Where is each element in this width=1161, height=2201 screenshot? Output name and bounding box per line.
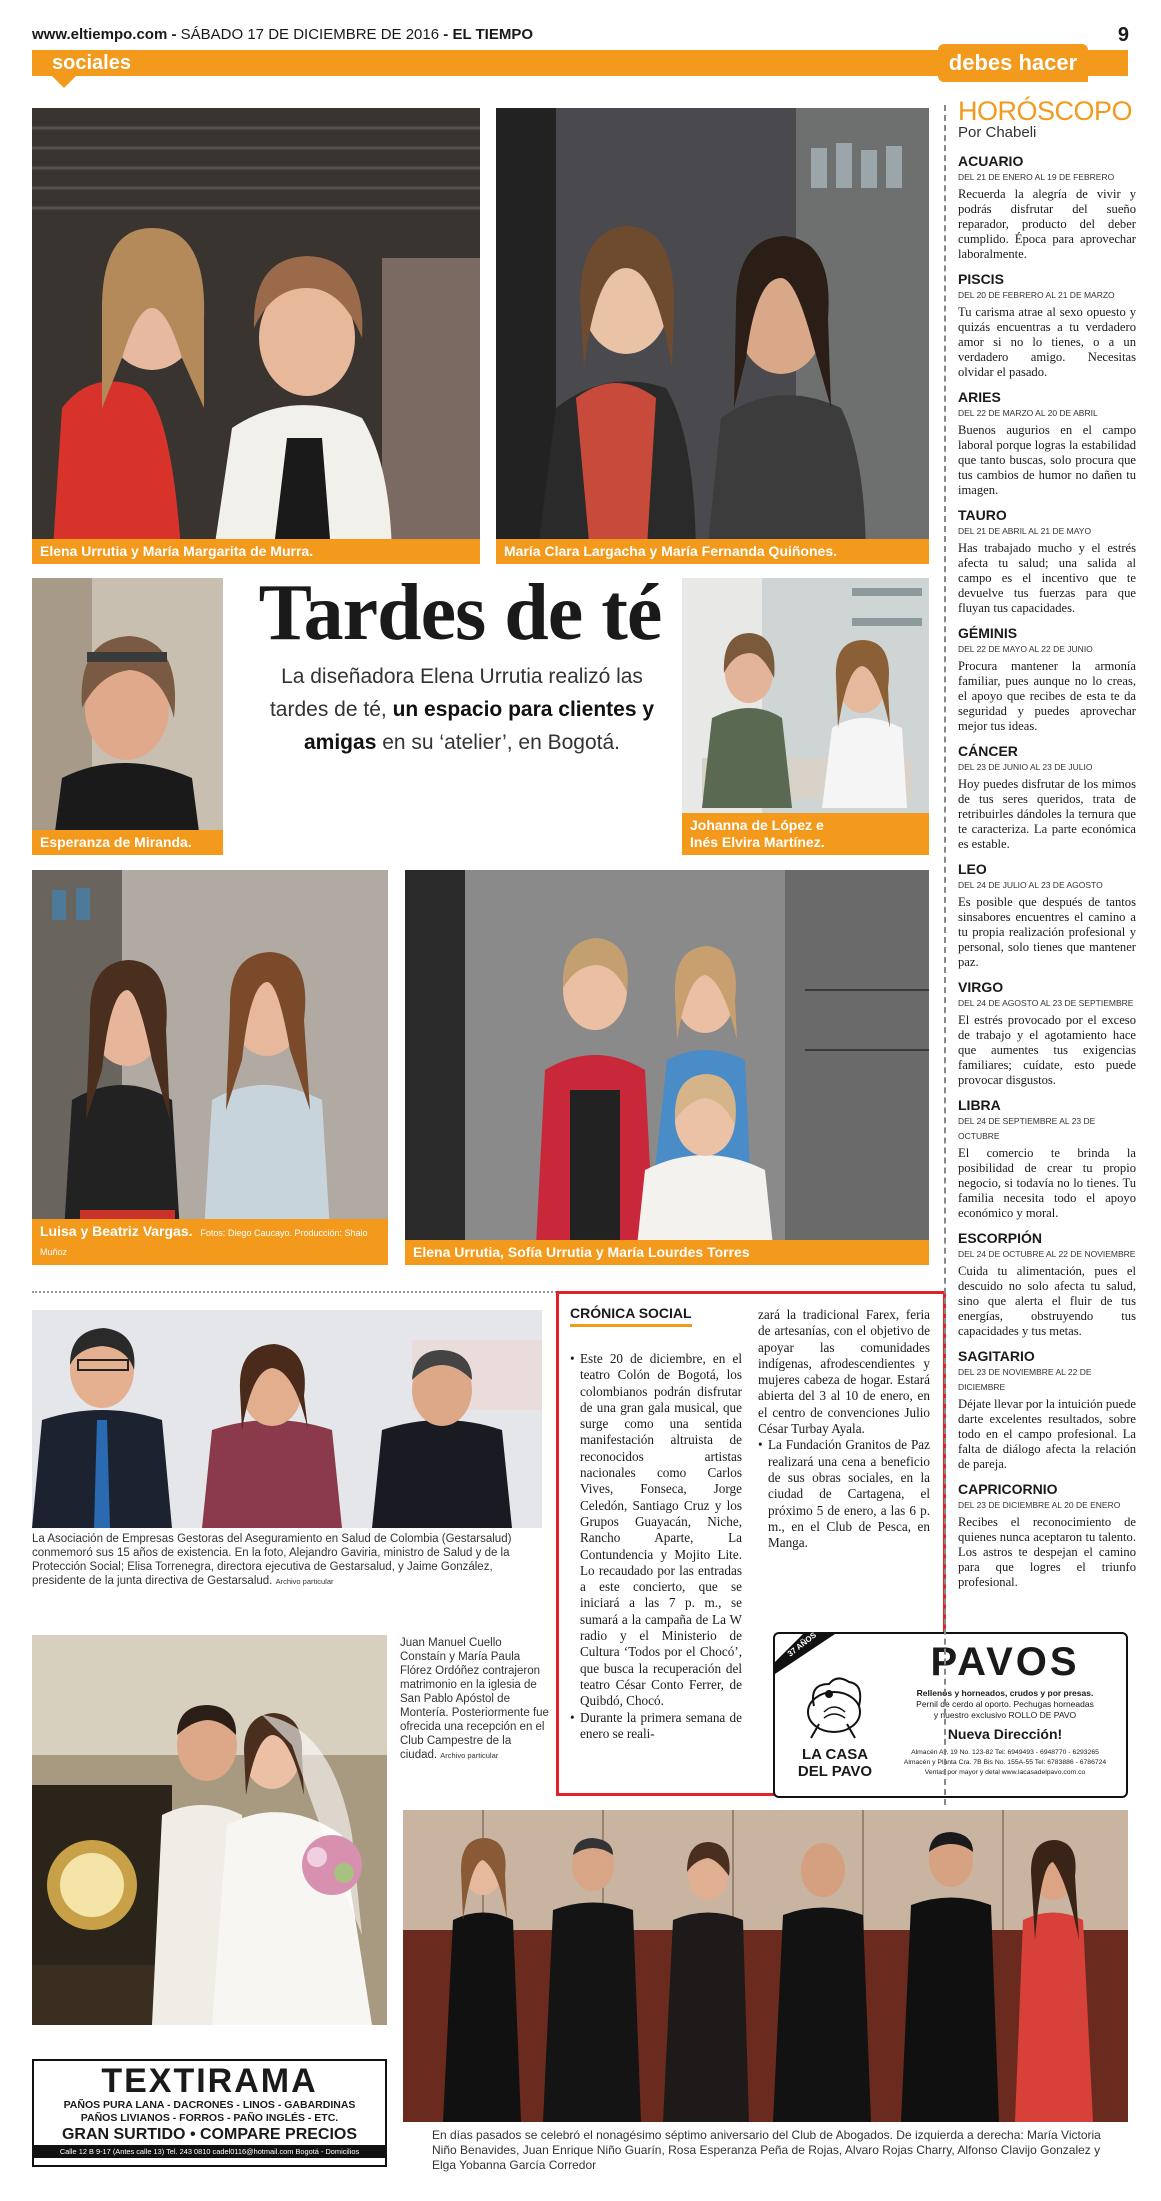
- horoscope-sign: LEO DEL 24 DE JULIO AL 23 DE AGOSTO Es posible que después de tantos sinsabores encuentres el camino a tu propia realización profesional y personal, solo tienes que mantener paz.: [958, 861, 1136, 969]
- site-url: www.eltiempo.com: [32, 26, 168, 43]
- photo-image: [32, 108, 480, 564]
- page-header-line: www.eltiempo.com - SÁBADO 17 DE DICIEMBRE DE 2016 - EL TIEMPO: [32, 26, 534, 43]
- photo-image: [32, 578, 223, 855]
- horoscope-sign: LIBRA DEL 24 DE SEPTIEMBRE AL 23 DE OCTUBRE El comercio te brinda la posibilidad de crear tu propio negocio, si todavía no lo tienes. Tu familia necesita todo el apoyo económico y moral.: [958, 1097, 1136, 1220]
- deck-bold: un espacio para clientes y amigas: [304, 698, 655, 754]
- ad-title: TEXTIRAMA: [101, 2062, 318, 2100]
- caption-text: Juan Manuel Cuello Constaín y María Paula Flórez Ordóñez contrajeron matrimonio en la iglesia de San Pablo Apóstol de Montería. Posteriormente fue ofrecida una recepción en el Club Campestre de la ciudad.: [400, 1637, 549, 1761]
- photo-largacha-quinones: [496, 108, 929, 564]
- ad-line: PAÑOS LIVIANOS - FORROS - PAÑO INGLÉS - ETC.: [80, 2112, 339, 2124]
- photo-luisa-beatriz-vargas: [32, 870, 388, 1265]
- caption-line: Inés Elvira Martínez.: [690, 834, 825, 850]
- ad-badge: 37 AÑOS: [785, 1630, 819, 1659]
- horoscope-sign: CÁNCER DEL 23 DE JUNIO AL 23 DE JULIO Hoy puedes disfrutar de los mimos de tus seres queridos, trata de retribuirles dándoles la ternura que te caracteriza. La parte económica es estable.: [958, 743, 1136, 851]
- deck-text: La diseñadora Elena Urrutia realizó las tardes de té,: [269, 665, 643, 721]
- photo-credit: Archivo particular: [440, 1751, 499, 1760]
- caption-text: La Asociación de Empresas Gestoras del Aseguramiento en Salud de Colombia (Gestarsalud) conmemoró sus 15 años de existencia. En la foto, Alejandro Gaviria, ministro de Salud y de la Protección Social; Elisa Torrenegra, directora ejecutiva de Gestarsalud, y Jaime González, presidente de la junta directiva de Gestarsalud.: [32, 1533, 512, 1587]
- photo-gestarsalud: [32, 1310, 542, 1528]
- cronica-item-continued: zará la tradicional Farex, feria de artesanías, con el objetivo de apoyar las comunidades indígenas, afrodescendientes y mujeres cabeza de hogar. Estará abierta del 3 al 10 de enero, en el centro de convenciones Julio César Turbay Ayala.: [758, 1307, 930, 1437]
- feature-headline: Tardes de té: [258, 569, 662, 657]
- horoscope-sign: ACUARIO DEL 21 DE ENERO AL 19 DE FEBRERO Recuerda la alegría de vivir y podrás disfrutar del sueño reparador, producto del deber cumplido. Época para aprovechar laboralmente.: [958, 153, 1136, 261]
- photo-caption: [682, 813, 929, 855]
- cronica-item: • Durante la primera semana de enero se reali-: [570, 1710, 742, 1743]
- photo-image: [32, 1310, 542, 1528]
- photo-image: [32, 870, 388, 1265]
- cronica-item: • La Fundación Granitos de Paz realizará una cena a beneficio de sus obras sociales, en la ciudad de Cartagena, el próximo 5 de enero, a las 6 p. m., en el Club de Pesca, en Manga.: [758, 1437, 930, 1551]
- photo-credit: Archivo particular: [275, 1577, 334, 1586]
- cronica-column-2: [758, 1307, 930, 1551]
- photo-wedding: [32, 1635, 387, 2025]
- caption-line: Johanna de López e: [690, 817, 824, 833]
- ad-la-casa-del-pavo: [773, 1632, 1128, 1798]
- gestarsalud-caption: [32, 1532, 542, 1589]
- horoscope-sign: CAPRICORNIO DEL 23 DE DICIEMBRE AL 20 DE ENERO Recibes el reconocimiento de quienes nunca aceptaron tu talento. Los astros te despejan el camino para que logres el triunfo profesional.: [958, 1481, 1136, 1589]
- horoscope-sign: PISCIS DEL 20 DE FEBRERO AL 21 DE MARZO Tu carisma atrae al sexo opuesto y quizás encuentras a tu verdadero amor si no lo tienes, o a un verdadero amigo. Necesitas olvidar el pasado.: [958, 271, 1136, 379]
- horoscope-sign: ARIES DEL 22 DE MARZO AL 20 DE ABRIL Buenos augurios en el campo laboral porque logras la estabilidad que tanto buscas, solo procura que tus cambios de humor no dañen tu imagen.: [958, 389, 1136, 497]
- horoscope-sign: TAURO DEL 21 DE ABRIL AL 21 DE MAYO Has trabajado mucho y el estrés afecta tu salud; una salida al campo es el incentivo que te devuelve tus fuerzas para que fluyan tus capacidades.: [958, 507, 1136, 615]
- photo-club-abogados: [403, 1810, 1128, 2122]
- ad-textirama: [32, 2059, 387, 2167]
- horoscope-byline: Por Chabeli: [958, 124, 1037, 141]
- horoscope-sign: VIRGO DEL 24 DE AGOSTO AL 23 DE SEPTIEMBRE El estrés provocado por el exceso de trabajo y el agotamiento hace que aumentes tus exigencias familiares; cuídate, esto puede provocar disgustos.: [958, 979, 1136, 1087]
- page-number: 9: [1117, 24, 1129, 46]
- section-name: sociales: [52, 52, 131, 74]
- deck-text-end: en su ‘atelier’, en Bogotá.: [382, 731, 620, 754]
- ad-new-address: Nueva Dirección!: [947, 1726, 1063, 1742]
- photo-caption: Elena Urrutia, Sofía Urrutia y María Lourdes Torres: [405, 1240, 929, 1265]
- photo-lopez-martinez: [682, 578, 929, 855]
- feature-deck: [262, 660, 662, 759]
- photo-caption: Esperanza de Miranda.: [32, 830, 223, 855]
- issue-date: SÁBADO 17 DE DICIEMBRE DE 2016: [180, 26, 440, 43]
- column-rule: [944, 105, 946, 1805]
- cronica-column-1: [570, 1351, 742, 1742]
- ad-footer: Calle 12 B 9-17 (Antes calle 13) Tel. 243 0810 cadel0116@hotmail.com Bogotá - Domicilios: [34, 2145, 385, 2158]
- cronica-title: CRÓNICA SOCIAL: [570, 1305, 692, 1327]
- horoscope-sign: GÉMINIS DEL 22 DE MAYO AL 22 DE JUNIO Procura mantener la armonía familiar, pues aunque no lo creas, el apoyo que recibes de esta te da seguridad y puedes aprovechar mejor tus ideas.: [958, 625, 1136, 733]
- photo-caption: [32, 1219, 388, 1265]
- horoscope-sign: SAGITARIO DEL 23 DE NOVIEMBRE AL 22 DE DICIEMBRE Déjate llevar por la intuición puede darte excelentes resultados, sobre todo en el campo profesional. La falta de diálogo afecta la relación de pareja.: [958, 1348, 1136, 1471]
- photo-image: [32, 1635, 387, 2025]
- ad-tagline: GRAN SURTIDO • COMPARE PRECIOS: [61, 2126, 358, 2143]
- turkey-icon: [789, 1654, 879, 1744]
- cronica-item: • Este 20 de diciembre, en el teatro Colón de Bogotá, los colombianos podrán disfrutar de una gran gala musical, que surge como una sentida manifestación altruista de reconocidos artistas nacionales como Carlos Vives, Fonseca, Jorge Celedón, Santiago Cruz y los Grupos Guayacán, Niche, Rancho Aparte, La Contundencia y Mojito Lite. Lo recaudado por las entradas a este concierto, que se iniciará a las 7 p. m., se sumará a la campaña de La W radio y el Ministerio de Cultura ‘Todos por el Chocó’, que busca la recuperación del teatro César Conto Ferrer, de Quibdó, Chocó.: [570, 1351, 742, 1710]
- ad-brand: LA CASA DEL PAVO: [797, 1746, 873, 1780]
- caption-text: Luisa y Beatriz Vargas.: [40, 1223, 193, 1239]
- side-section-tab: debes hacer: [938, 44, 1088, 82]
- photo-esperanza-miranda: [32, 578, 223, 855]
- ad-title: PAVOS: [930, 1640, 1080, 1684]
- photo-image: [405, 870, 929, 1265]
- horoscope-title: HORÓSCOPO: [958, 96, 1133, 126]
- ad-description: Rellenos y horneados, crudos y por presas. Pernil de cerdo al oporto. Pechugas horneadas y nuestro exclusivo ROLLO DE PAVO: [916, 1688, 1094, 1720]
- abogados-caption: En días pasados se celebró el nonagésimo séptimo aniversario del Club de Abogados. De izquierda a derecha: María Victoria Niño Benavides, Juan Enrique Niño Guarín, Rosa Esperanza Peña de Rojas, Alvaro Rojas Charry, Alfonso Clavijo Gonzalez y Elga Yobanna García Corredor: [432, 2128, 1101, 2172]
- photo-credit: Fotos: Diego Caucayo. Producción: Shaio Muñoz: [40, 1228, 368, 1257]
- photo-image: [403, 1810, 1128, 2122]
- horoscope-column: [958, 96, 1136, 1600]
- ad-line: PAÑOS PURA LANA - DACRONES - LINOS - GABARDINAS: [63, 2099, 356, 2111]
- photo-caption: Elena Urrutia y María Margarita de Murra.: [32, 539, 480, 564]
- horoscope-sign: ESCORPIÓN DEL 24 DE OCTUBRE AL 22 DE NOVIEMBRE Cuida tu alimentación, pues el descuido no solo afecta tu salud, sino que alerta el fluir de tus energías, obstruyendo tus capacidades y tus metas.: [958, 1230, 1136, 1338]
- photo-urrutia-murra: [32, 108, 480, 564]
- wedding-caption: [400, 1636, 550, 1763]
- paper-name: EL TIEMPO: [452, 26, 534, 43]
- photo-image: [496, 108, 929, 564]
- section-bar-tip: [52, 76, 76, 88]
- photo-urrutia-torres: [405, 870, 929, 1265]
- ad-addresses: Almacén Av. 19 No. 123-82 Tel: 6949493 - 6948770 - 6293265 Almacén y Planta Cra. 7B Bis No. 155A-55 Tel: 6783886 - 6786724 Ventas por mayor y detal www.lacasadelpavo.com.co: [903, 1749, 1107, 1776]
- photo-caption: María Clara Largacha y María Fernanda Quiñones.: [496, 539, 929, 564]
